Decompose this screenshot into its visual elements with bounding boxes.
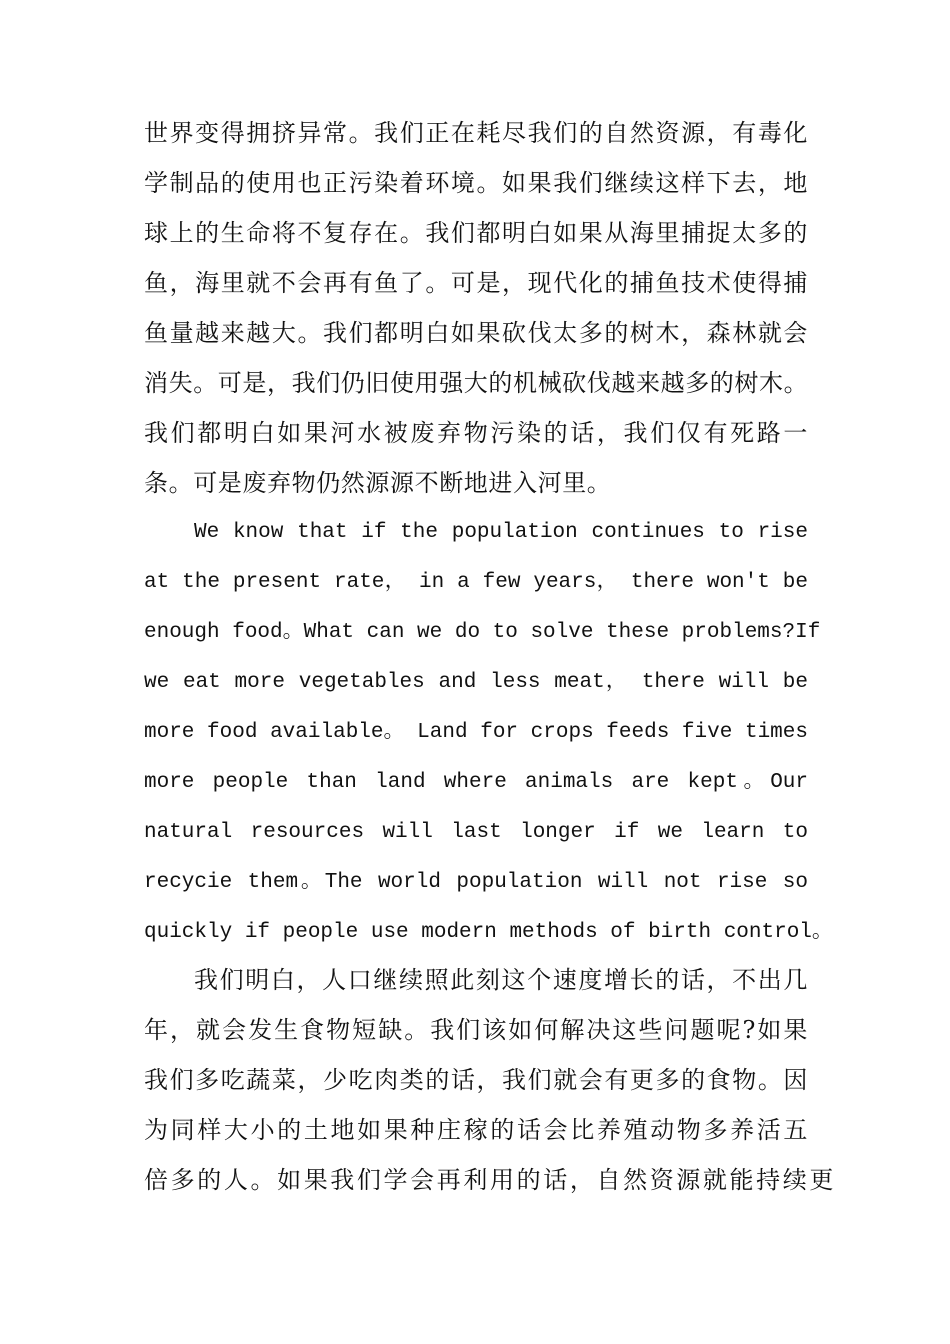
text-line: 我们明白，人口继续照此刻这个速度增长的话，不出几	[194, 966, 808, 994]
text-line: at the present rate， in a few years， there won′t be	[144, 571, 808, 594]
text-line: we eat more vegetables and less meat， there will be	[144, 671, 808, 694]
text-line: enough food。What can we do to solve these problems?If	[144, 621, 821, 644]
text-line: 消失。可是，我们仍旧使用强大的机械砍伐越来越多的树木。	[144, 369, 809, 397]
text-line: 鱼，海里就不会再有鱼了。可是，现代化的捕鱼技术使得捕	[144, 269, 808, 297]
text-line: more food available。 Land for crops feeds five times	[144, 721, 808, 744]
text-line: 我们都明白如果河水被废弃物污染的话，我们仅有死路一	[144, 419, 808, 447]
text-line: 为同样大小的土地如果种庄稼的话会比养殖动物多养活五	[144, 1116, 808, 1144]
text-line: more people than land where animals are kept。Our	[144, 771, 808, 794]
text-line: 球上的生命将不复存在。我们都明白如果从海里捕捉太多的	[144, 219, 808, 247]
text-line: 倍多的人。如果我们学会再利用的话，自然资源就能持续更	[144, 1166, 834, 1194]
text-line: 条。可是废弃物仍然源源不断地进入河里。	[144, 469, 612, 497]
text-line: 学制品的使用也正污染着环境。如果我们继续这样下去，地	[144, 169, 808, 197]
text-line: recycie them。The world population will not rise so	[144, 871, 808, 894]
text-line: 鱼量越来越大。我们都明白如果砍伐太多的树木，森林就会	[144, 319, 808, 347]
text-line: quickly if people use modern methods of birth control。	[144, 921, 833, 944]
text-line: 年，就会发生食物短缺。我们该如何解决这些问题呢?如果	[144, 1016, 808, 1044]
text-line: 我们多吃蔬菜，少吃肉类的话，我们就会有更多的食物。因	[144, 1066, 808, 1094]
text-line: 世界变得拥挤异常。我们正在耗尽我们的自然资源，有毒化	[144, 119, 808, 147]
text-line: natural resources will last longer if we learn to	[144, 821, 808, 844]
text-line: We know that if the population continues to rise	[194, 521, 808, 544]
